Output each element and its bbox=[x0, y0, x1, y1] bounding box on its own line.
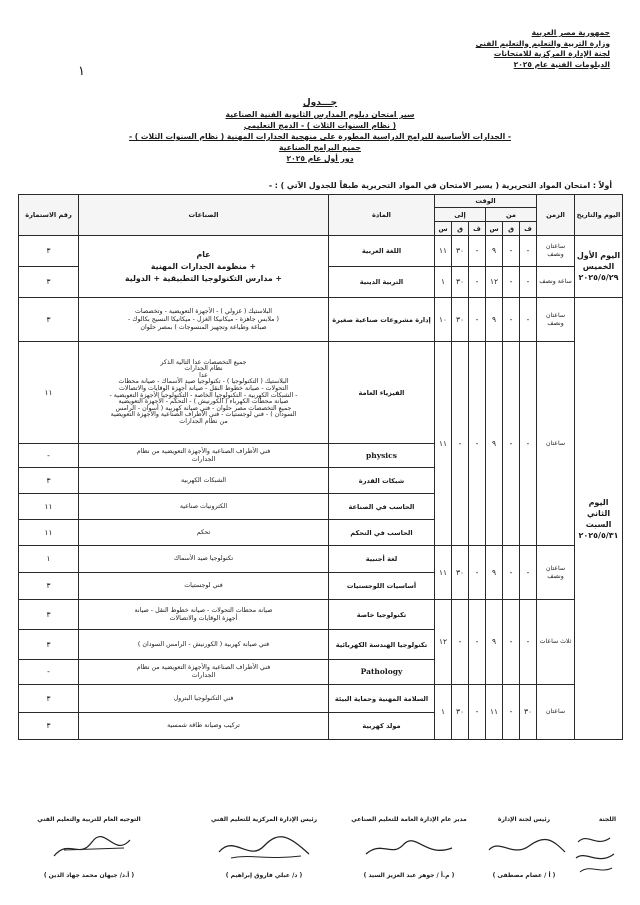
from-minute: - bbox=[503, 298, 520, 342]
spec-line: نظام الجدارات bbox=[184, 365, 223, 373]
table-row bbox=[19, 236, 623, 267]
table-row bbox=[19, 298, 623, 342]
subject-cell: Pathology bbox=[329, 660, 435, 685]
to-hour: ١١ bbox=[435, 546, 452, 600]
from-period: - bbox=[520, 298, 537, 342]
from-period: - bbox=[520, 236, 537, 267]
signature-mark bbox=[209, 828, 319, 868]
spec-line: التحولات - صيانة خطوط النقل - صيانة أجهزة الوقايات والاتصالات bbox=[118, 384, 288, 392]
to-minute: ٣٠ bbox=[452, 236, 469, 267]
duration-cell: ساعتان bbox=[537, 685, 575, 740]
specializations-cell bbox=[79, 342, 329, 444]
spec-line: عدا bbox=[199, 371, 208, 379]
to-period: - bbox=[469, 236, 486, 267]
to-hour: ١١ bbox=[435, 342, 452, 546]
signature-mark bbox=[34, 828, 144, 868]
header-line: جمهورية مصر العربية bbox=[531, 28, 610, 37]
specializations-cell: تحكم bbox=[79, 520, 329, 546]
specializations-cell: فني التكنولوجيا البترول bbox=[79, 685, 329, 713]
from-hour: ٩ bbox=[486, 546, 503, 600]
day-cell bbox=[575, 298, 623, 740]
specializations-cell: الكترونيات صناعية bbox=[79, 494, 329, 520]
subject-cell: التربية الدينية bbox=[329, 267, 435, 298]
from-hour: ٩ bbox=[486, 342, 503, 546]
ministry-header bbox=[410, 28, 610, 70]
code-cell: ٣ bbox=[19, 468, 79, 494]
col-code: رقم الاستمارة bbox=[19, 195, 79, 236]
signature-title: مدير عام الإدارة العامة للتعليم الصناعي bbox=[351, 816, 467, 823]
signature-block bbox=[459, 816, 589, 879]
from-minute: - bbox=[503, 685, 520, 740]
from-hour: ١١ bbox=[486, 685, 503, 740]
code-cell: ٣ bbox=[19, 685, 79, 713]
day-date: ٢٠٢٥/٥/٢٩ bbox=[578, 273, 619, 282]
code-cell: ١١ bbox=[19, 520, 79, 546]
to-hour: ١٢ bbox=[435, 600, 452, 685]
committee-label: اللجنة bbox=[598, 816, 616, 823]
day-date: ٢٠٢٥/٥/٣١ bbox=[578, 530, 619, 540]
from-minute: - bbox=[503, 236, 520, 267]
table-row bbox=[19, 600, 623, 630]
signature-block bbox=[24, 816, 154, 879]
title-line: سير امتحان دبلوم المدارس الثانوية الفنية الصناعية bbox=[225, 110, 415, 119]
to-minute: - bbox=[452, 342, 469, 546]
from-minute: - bbox=[503, 546, 520, 600]
spec-line: فني الأطراف الصناعية والأجهزة التعويضية من نظام bbox=[136, 664, 271, 671]
spec-line: ( ملابس جاهزة - ميكانيكا الغزل - ميكانيكا النسيج بكالوك - bbox=[128, 315, 279, 323]
spec-line: جميع التخصصات عدا التالية الذكر bbox=[160, 358, 247, 366]
col-day-date: اليوم والتاريخ bbox=[575, 195, 623, 236]
signature-title: رئيس لجنة الإدارة bbox=[497, 816, 551, 823]
table-row bbox=[19, 342, 623, 444]
title-line: - الجدارات الأساسية للبرامج الدراسية المطورة على منهجية الجدارات المهنية ( نظام السنوات الثلاث ) - bbox=[128, 132, 511, 141]
code-cell: ٣ bbox=[19, 573, 79, 600]
code-cell: ٣ bbox=[19, 298, 79, 342]
header-line: الدبلومات الفنية عام ٢٠٢٥ bbox=[513, 59, 610, 69]
signature-name: ( أ.د/ جيهان محمد جهاد الدين ) bbox=[43, 872, 135, 879]
duration-cell: ساعتان ونصف bbox=[537, 298, 575, 342]
subject-cell: الحاسب في الصناعة bbox=[329, 494, 435, 520]
to-minute: ٣٠ bbox=[452, 546, 469, 600]
spec-line: عام bbox=[196, 249, 211, 259]
col-duration: الزمن bbox=[537, 195, 575, 236]
from-minute: - bbox=[503, 342, 520, 546]
specializations-cell bbox=[79, 298, 329, 342]
signature-mark bbox=[469, 828, 579, 868]
title-line: دور أول عام ٢٠٢٥ bbox=[286, 154, 354, 163]
table-row bbox=[19, 546, 623, 573]
code-cell: ٣ bbox=[19, 267, 79, 298]
code-cell: ٣ bbox=[19, 630, 79, 660]
from-period: - bbox=[520, 600, 537, 685]
specializations-cell bbox=[79, 660, 329, 685]
subject-cell: تكنولوجيا الهندسة الكهربائية bbox=[329, 630, 435, 660]
page-number: ١ bbox=[78, 64, 85, 79]
duration-cell: ساعة ونصف bbox=[537, 267, 575, 298]
to-period: - bbox=[469, 298, 486, 342]
to-minute: ٣٠ bbox=[452, 267, 469, 298]
code-cell: ٣ bbox=[19, 600, 79, 630]
from-minute: - bbox=[503, 600, 520, 685]
table-row bbox=[19, 685, 623, 713]
signature-name: ( م.أ / جوهر عبد العزيز السيد ) bbox=[363, 872, 455, 879]
duration-cell: ساعتان ونصف bbox=[537, 236, 575, 267]
subject-cell: الفيزياء العامة bbox=[329, 342, 435, 444]
from-hour: ١٢ bbox=[486, 267, 503, 298]
specializations-cell bbox=[79, 444, 329, 468]
title-line: جميع البرامج الصناعية bbox=[279, 143, 361, 152]
spec-line: صيانة محطات الكهرباء ( الكورنيش ) - التحكم - الأجهزة التعويضية bbox=[118, 398, 289, 406]
col-from: من bbox=[486, 208, 537, 222]
to-hour: ١٠ bbox=[435, 298, 452, 342]
subject-cell: شبكات القدرة bbox=[329, 468, 435, 494]
subject-cell: لغة أجنبية bbox=[329, 546, 435, 573]
title-line: جـــدول bbox=[302, 98, 338, 108]
specializations-cell: فني لوجستيات bbox=[79, 573, 329, 600]
day-cell bbox=[575, 236, 623, 298]
spec-line: السودان ) - فني لوجستيات - فني الأطراف الصناعية والأجهزة التعويضية bbox=[110, 411, 297, 419]
signature-mark bbox=[354, 828, 464, 868]
from-hour: ٩ bbox=[486, 600, 503, 685]
spec-line: من نظام الجدارات bbox=[179, 417, 228, 425]
to-hour: ١ bbox=[435, 267, 452, 298]
to-hour: ١ bbox=[435, 685, 452, 740]
col-from-period: ف bbox=[520, 222, 537, 236]
col-from-hour: س bbox=[486, 222, 503, 236]
to-minute: - bbox=[452, 600, 469, 685]
col-to-hour: س bbox=[435, 222, 452, 236]
from-hour: ٩ bbox=[486, 236, 503, 267]
day-weekday: السبت bbox=[585, 519, 612, 529]
day-name: اليوم الأول bbox=[576, 251, 621, 260]
header-line: لجنة الإدارة المركزية للامتحانات bbox=[493, 49, 610, 58]
col-specializations: الصناعات bbox=[79, 195, 329, 236]
subject-cell: مولد كهربية bbox=[329, 713, 435, 740]
signature-title: التوجيه العام للتربية والتعليم الفني bbox=[37, 816, 141, 823]
col-from-minute: ق bbox=[503, 222, 520, 236]
title-line: ( نظام السنوات الثلاث ) - الدمج التعليمي bbox=[243, 121, 397, 130]
subject-cell: السلامة المهنية وحماية البيئة bbox=[329, 685, 435, 713]
from-hour: ٩ bbox=[486, 298, 503, 342]
from-period: - bbox=[520, 546, 537, 600]
code-cell: ١١ bbox=[19, 342, 79, 444]
specializations-cell: فني صيانة كهربية ( الكورنيش - الرامس السودان ) bbox=[79, 630, 329, 660]
duration-cell: ساعتان ونصف bbox=[537, 546, 575, 600]
spec-line: جميع التخصصات مصر حلوان - فني صيانة كهربية ( أسوان - الرامس bbox=[115, 404, 292, 412]
specializations-cell: تركيب وصيانة طاقة شمسية bbox=[79, 713, 329, 740]
col-subject: المادة bbox=[329, 195, 435, 236]
intro-text: أولاً : امتحان المواد التحريرية ( يسير الامتحان في المواد التحريرية طبقاً للجدول الآتي ) : - bbox=[268, 181, 612, 190]
duration-cell: ساعتان bbox=[537, 342, 575, 546]
day-weekday: الخميس bbox=[582, 262, 615, 271]
spec-line: + منظومة الجدارات المهنية bbox=[150, 261, 257, 271]
spec-line: البلاستيك ( التكنولوجيا ) - تكنولوجيا صيد الأسماك - صيانة محطات bbox=[118, 378, 289, 386]
subject-cell: physics bbox=[329, 444, 435, 468]
col-to-period: ف bbox=[469, 222, 486, 236]
signature-block bbox=[344, 816, 474, 879]
to-hour: ١١ bbox=[435, 236, 452, 267]
col-to: إلى bbox=[435, 208, 486, 222]
specializations-cell bbox=[79, 236, 329, 298]
to-period: - bbox=[469, 685, 486, 740]
spec-line: + مدارس التكنولوجيا التطبيقية + الدولية bbox=[125, 273, 282, 283]
specializations-cell bbox=[79, 600, 329, 630]
from-period: ٣٠ bbox=[520, 685, 537, 740]
signature-name: ( د/ عبلي فاروق إبراهيم ) bbox=[225, 872, 303, 879]
from-period: - bbox=[520, 342, 537, 546]
day-name: اليوم الثاني bbox=[586, 497, 611, 518]
code-cell: ٣ bbox=[19, 236, 79, 267]
specializations-cell: تكنولوجيا صيد الأسماك bbox=[79, 546, 329, 573]
spec-line: - الشبكات الكهربية - التكنولوجيا الخاصة - التكنولوجيا الأجهزة التعويضية - bbox=[109, 391, 298, 399]
to-period: - bbox=[469, 546, 486, 600]
specializations-cell: الشبكات الكهربية bbox=[79, 468, 329, 494]
subject-cell: أساسيات اللوجستيات bbox=[329, 573, 435, 600]
code-cell: - bbox=[19, 660, 79, 685]
subject-cell: الحاسب في التحكم bbox=[329, 520, 435, 546]
to-period: - bbox=[469, 267, 486, 298]
spec-line: صباغة وطباعة وتجهيز المنسوجات ) بمصر حلوان bbox=[140, 323, 267, 331]
code-cell: ١ bbox=[19, 546, 79, 573]
signatures-area bbox=[14, 816, 626, 896]
document-title bbox=[100, 98, 540, 164]
spec-line: أجهزة الوقايات والاتصالات bbox=[169, 614, 238, 622]
col-time: الوقت bbox=[435, 195, 537, 208]
code-cell: ٣ bbox=[19, 713, 79, 740]
spec-line: الجدارات bbox=[191, 672, 216, 679]
code-cell: ١١ bbox=[19, 494, 79, 520]
spec-line: البلاستيك ( غزولي ) - الأجهزة التعويضية - وتخصصات bbox=[134, 307, 273, 315]
exam-schedule-table bbox=[18, 194, 623, 740]
col-to-minute: ق bbox=[452, 222, 469, 236]
to-minute: ٣٠ bbox=[452, 685, 469, 740]
subject-cell: تكنولوجيا خاصة bbox=[329, 600, 435, 630]
subject-cell: اللغة العربية bbox=[329, 236, 435, 267]
duration-cell: ثلاث ساعات bbox=[537, 600, 575, 685]
spec-line: فني الأطراف الصناعية والأجهزة التعويضية من نظام bbox=[136, 447, 271, 455]
signature-block bbox=[199, 816, 329, 879]
spec-line: صيانة محطات التحولات - صيانة خطوط النقل - صيانة bbox=[134, 606, 273, 614]
from-period: - bbox=[520, 267, 537, 298]
signature-name: ( أ / عصام مصطفى ) bbox=[492, 872, 556, 879]
to-period: - bbox=[469, 600, 486, 685]
to-minute: ٣٠ bbox=[452, 298, 469, 342]
subject-cell: إدارة مشروعات صناعية صغيرة bbox=[329, 298, 435, 342]
committee-signatures-mark bbox=[570, 828, 620, 878]
signature-title: رئيس الإدارة المركزية للتعليم الفني bbox=[210, 816, 318, 823]
code-cell: - bbox=[19, 444, 79, 468]
spec-line: الجدارات bbox=[191, 455, 216, 463]
header-line: وزارة التربية والتعليم والتعليم الفني bbox=[475, 38, 610, 48]
from-minute: - bbox=[503, 267, 520, 298]
to-period: - bbox=[469, 342, 486, 546]
